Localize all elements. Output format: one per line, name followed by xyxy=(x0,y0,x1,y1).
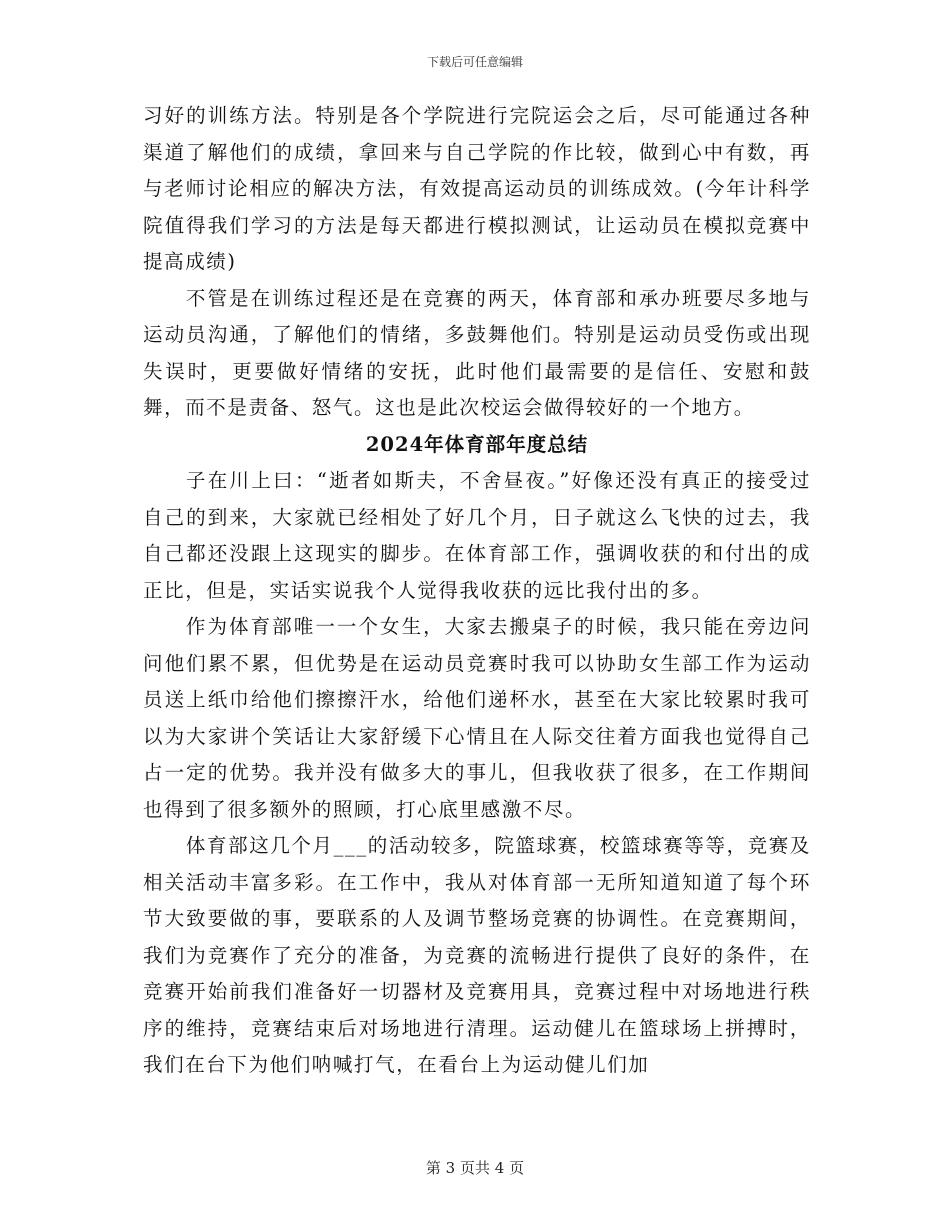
document-body xyxy=(143,98,811,1084)
paragraph: 体育部这几个月___的活动较多，院篮球赛，校篮球赛等等，竞赛及相关活动丰富多彩。在工作中，我从对体育部一无所知道知道了每个环节大致要做的事，要联系的人及调节整场竞赛的协调性。在竞赛期间，我们为竞赛作了充分的准备，为竞赛的流畅进行提供了良好的条件，在竞赛开始前我们准备好一切器材及竞赛用具，竞赛过程中对场地进行秩序的维持，竞赛结束后对场地进行清理。运动健儿在篮球场上拼搏时，我们在台下为他们呐喊打气，在看台上为运动健儿们加 xyxy=(143,834,811,1076)
section-title: 2024年体育部年度总结 xyxy=(365,432,589,456)
paragraph: 不管是在训练过程还是在竞赛的两天，体育部和承办班要尽多地与运动员沟通，了解他们的情绪，多鼓舞他们。特别是运动员受伤或出现失误时，更要做好情绪的安抚，此时他们最需要的是信任、安慰和鼓舞，而不是责备、怒气。这也是此次校运会做得较好的一个地方。 xyxy=(143,286,811,419)
paragraph-continuation: 习好的训练方法。特别是各个学院进行完院运会之后，尽可能通过各种渠道了解他们的成绩，拿回来与自己学院的作比较，做到心中有数，再与老师讨论相应的解决方法，有效提高运动员的训练成效。(今年计科学院值得我们学习的方法是每天都进行模拟测试，让运动员在模拟竞赛中提高成绩) xyxy=(143,104,811,273)
paragraph: 作为体育部唯一一个女生，大家去搬桌子的时候，我只能在旁边问问他们累不累，但优势是在运动员竞赛时我可以协助女生部工作为运动员送上纸巾给他们擦擦汗水，给他们递杯水，甚至在大家比较累时我可以为大家讲个笑话让大家舒缓下心情且在人际交往着方面我也觉得自己占一定的优势。我并没有做多大的事儿，但我收获了很多，在工作期间也得到了很多额外的照顾，打心底里感激不尽。 xyxy=(143,615,811,821)
page-footer: 第 3 页共 4 页 xyxy=(425,1159,525,1177)
paragraph: 子在川上曰：“逝者如斯夫，不舍昼夜。”好像还没有真正的接受过自己的到来，大家就已经相处了好几个月，日子就这么飞快的过去，我自己都还没跟上这现实的脚步。在体育部工作，强调收获的和付出的成正比，但是，实话实说我个人觉得我收获的远比我付出的多。 xyxy=(143,469,811,602)
page-header: 下载后可任意编辑 xyxy=(426,55,523,69)
